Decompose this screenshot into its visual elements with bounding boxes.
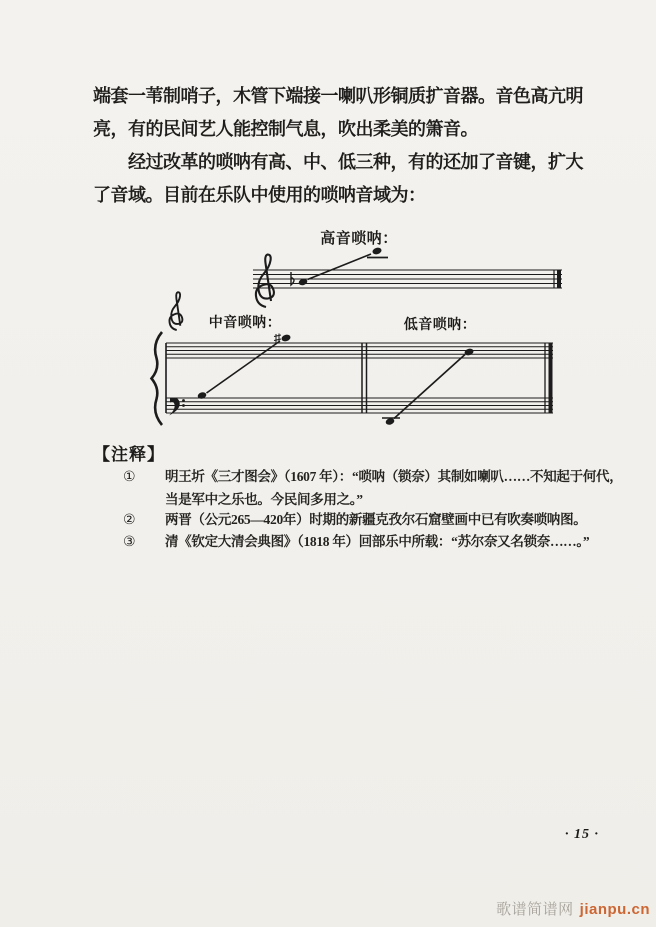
note-number: ③ <box>123 534 136 550</box>
note-text: 当是军中之乐也。今民间多用之。” <box>165 492 363 507</box>
paragraph-line: 经过改革的唢呐有高、中、低三种，有的还加了音键，扩大 <box>128 152 583 172</box>
staff-brace <box>152 332 163 425</box>
body-text <box>93 80 583 212</box>
treble-clef-icon <box>169 292 182 330</box>
note-number: ① <box>123 469 136 485</box>
note-text: 清《钦定大清会典图》（1818 年）回部乐中所载：“苏尔奈又名锁奈……。” <box>165 534 590 549</box>
notes-heading: 【注释】 <box>93 445 165 464</box>
watermark-url: jianpu.cn <box>579 901 650 918</box>
final-barline <box>557 270 561 288</box>
section-barline <box>362 343 367 413</box>
note-text: 两晋（公元265—420年）时期的新疆克孜尔石窟壁画中已有吹奏唢呐图。 <box>165 512 587 527</box>
mid-suona-label: 中音唢呐： <box>208 316 282 331</box>
range-low-note <box>382 417 400 426</box>
range-high-note <box>367 247 388 258</box>
note-text: 明王圻《三才图会》（1607 年）：“唢呐（锁奈）其制如喇叭……不知起于何代， <box>165 469 623 484</box>
low-suona-label: 低音唢呐： <box>403 318 477 333</box>
suona-range-notation-figure <box>140 225 580 435</box>
note-number: ② <box>123 512 136 528</box>
range-high-note <box>274 334 291 344</box>
high-suona-staff <box>253 229 562 307</box>
watermark <box>496 898 650 919</box>
paragraph-line: 端套一苇制哨子，木管下端接一喇叭形铜质扩音器。音色高亢明 <box>93 86 583 106</box>
paragraph-line: 亮，有的民间艺人能控制气息，吹出柔美的箫音。 <box>93 119 478 139</box>
watermark-site-name: 歌谱简谱网 <box>496 901 574 918</box>
range-line <box>207 341 281 393</box>
low-suona-range <box>382 348 474 426</box>
range-line <box>308 254 372 280</box>
high-suona-label: 高音唢呐： <box>320 231 398 247</box>
paragraph-line: 了音域。目前在乐队中使用的唢呐音域为： <box>93 185 426 205</box>
final-barline <box>549 343 553 413</box>
treble-clef-icon <box>256 255 274 308</box>
page-number: · 15 · <box>565 827 599 842</box>
grand-staff-system <box>152 292 554 426</box>
